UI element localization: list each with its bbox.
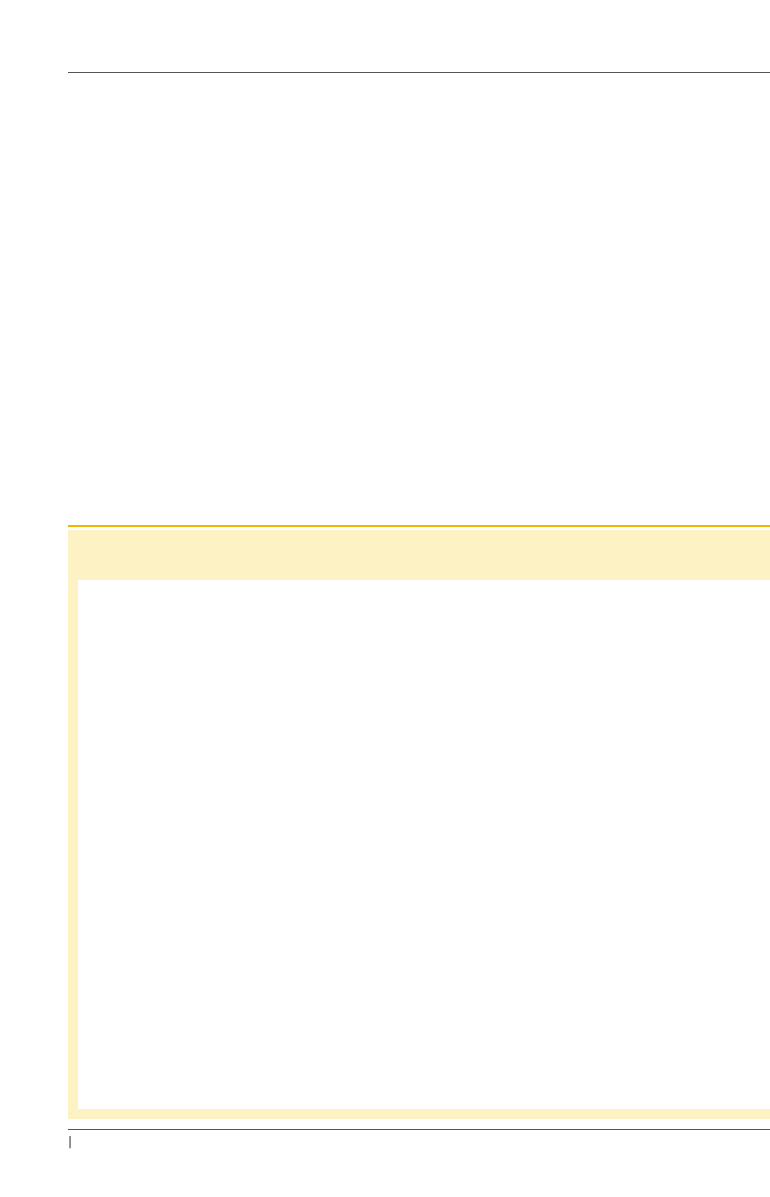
sidebar-top-rule <box>68 525 770 527</box>
bottom-rule <box>68 1129 770 1130</box>
sidebar-column-right <box>445 599 751 606</box>
sidebar-content <box>78 580 770 1109</box>
sidebar-heading-block <box>68 530 248 580</box>
top-rule <box>68 72 770 73</box>
page-footer <box>68 1134 73 1148</box>
sidebar-box <box>68 530 770 1119</box>
sidebar-column-left <box>112 599 432 606</box>
footer-separator: | <box>68 1134 74 1148</box>
